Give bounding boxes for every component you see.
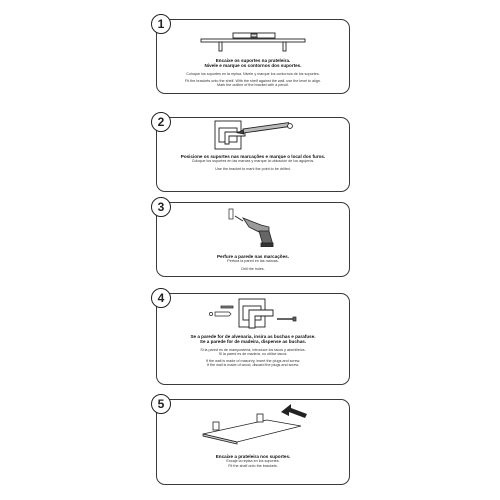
screw-icon: [277, 317, 296, 321]
screw-icon: [221, 306, 233, 308]
wall-plug-icon: [209, 312, 231, 316]
plug-screw-illustration: [157, 294, 351, 336]
step-2-panel: [156, 117, 350, 192]
pencil-icon: [237, 123, 292, 135]
step-4-en-line-2: If the wall is made of wood, discard the plugs and screw.: [206, 363, 300, 368]
step-number-badge: 2: [151, 112, 171, 132]
step-3-en-line-1: Drill the holes.: [241, 266, 265, 271]
step-number-badge: 3: [151, 197, 171, 217]
step-2-es-line-1: Coloque los soportes en las marcas y marque la ubicación de los agujeros.: [191, 159, 315, 164]
drill-illustration: [157, 203, 351, 247]
bracket-pencil-illustration: [157, 118, 351, 158]
bracket-icon: [239, 299, 273, 328]
step-5-en-line-1: Fit the shelf onto the brackets.: [228, 463, 278, 468]
step-1-title-line-2: Nivele e marque os contornos dos suportes.: [204, 63, 302, 69]
step-4-panel: [156, 293, 350, 385]
shelf-level-illustration: [157, 20, 351, 60]
step-3-panel: [156, 202, 350, 277]
shelf-mount-illustration: [157, 400, 351, 448]
step-3-es-line-1: Perfora la pared en las marcas.: [227, 259, 279, 264]
step-number-badge: 5: [151, 394, 171, 414]
step-1-panel: [156, 19, 350, 94]
shelf-icon: [201, 39, 305, 51]
step-1-es-line-1: Coloque los soportes en la repisa. Nivele y marque los contornos de los soportes.: [186, 71, 320, 76]
step-2-en-line-1: Use the bracket to mark the point to be drilled.: [215, 166, 291, 171]
step-3-title-line-1: Perfure a parede nas marcações.: [216, 254, 289, 259]
step-5-es-line-1: Encaje la repisa en los soportes.: [226, 459, 280, 464]
step-4-title-line-1: Se a parede for de alvenaria, insira as buchas e parafuse.: [190, 334, 316, 339]
step-number-badge: 4: [151, 288, 171, 308]
step-2-title-line-1: Posicione os suportes nas marcações e marque o local dos furos.: [180, 154, 326, 159]
step-1-en-line-1: Fit the brackets onto the shelf. With the shelf against the wall, use the level to align.: [185, 78, 321, 83]
wall-mark-icon: [229, 209, 233, 219]
step-1-title-line-1: Encaixe os suportes na prateleira.: [215, 58, 291, 63]
step-4-title-line-2: Se a parede for de madeira, dispense as buchas.: [199, 339, 307, 345]
drill-icon: [235, 216, 273, 247]
step-4-es-line-2: Si la pared es de madera, no utilice tacos.: [218, 351, 288, 356]
step-5-title-line-1: Encaixe a prateleira nos suportes.: [215, 454, 291, 459]
bracket-icon: [215, 121, 245, 149]
step-number-badge: 1: [151, 14, 171, 34]
step-4-en-line-1: If the wall is made of masonry, insert the plugs and screw.: [205, 359, 301, 364]
step-1-en-line-2: Mark the outline of the bracket with a pencil.: [217, 83, 289, 88]
arrow-icon: [281, 404, 307, 418]
spirit-level-icon: [233, 33, 275, 38]
step-4-es-line-1: Si la pared es de mamposteria, introduce los tacos y atornillelos.: [200, 347, 306, 352]
step-5-panel: [156, 399, 350, 485]
